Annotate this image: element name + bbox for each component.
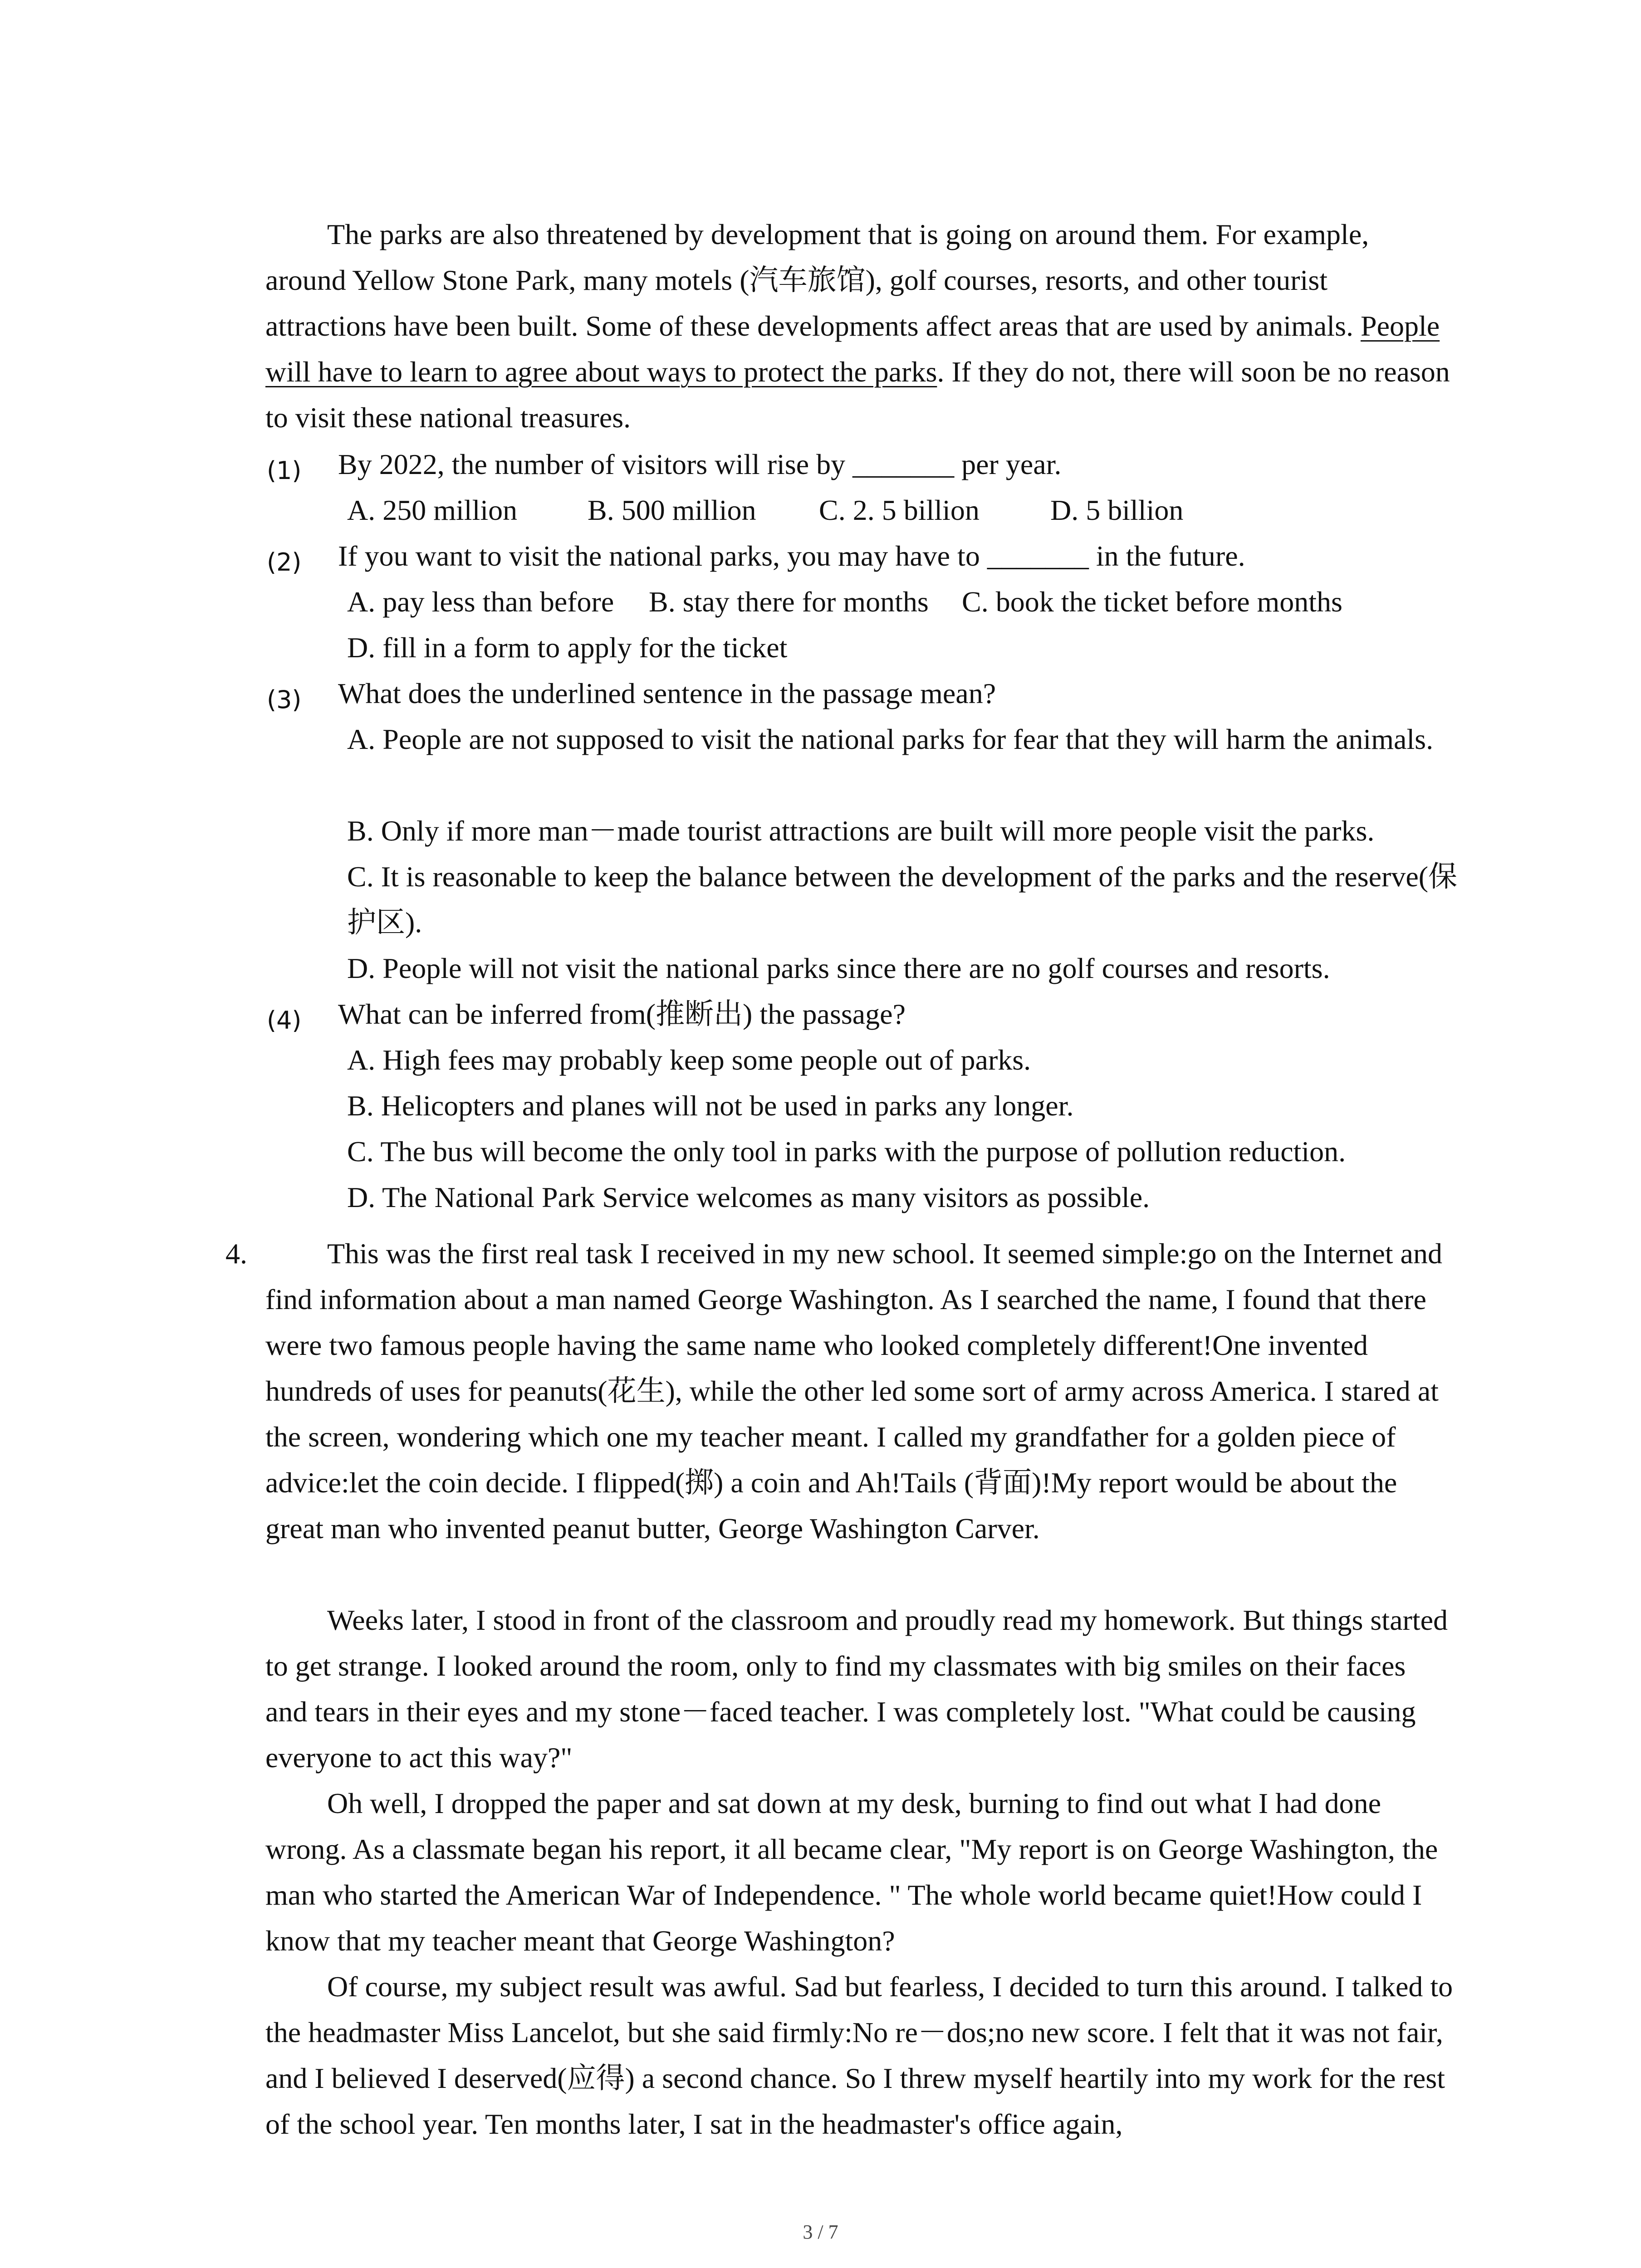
option-d: D. fill in a form to apply for the ticket <box>347 631 788 664</box>
item-number: 4. <box>225 1237 247 1270</box>
question-number: (1) <box>267 456 302 485</box>
paragraph-text: . If they do not, there will soon be no reason to visit these national treasures. <box>265 356 1450 434</box>
option-a: A. People are not supposed to visit the national parks for fear that they will harm the animals. <box>347 723 1434 755</box>
underlined-sentence: People will have to learn to agree about ways to protect the parks <box>265 310 1440 388</box>
question-text: If you want to visit the national parks, you may have to _______ in the future. <box>338 540 1245 572</box>
option-a: A. pay less than before <box>347 586 614 618</box>
question-text: What does the underlined sentence in the passage mean? <box>338 677 996 709</box>
option-b: B. 500 million <box>588 494 756 526</box>
question-number: (2) <box>267 548 302 577</box>
option-b: B. stay there for months <box>649 586 929 618</box>
passage-paragraph: This was the first real task I received in my new school. It seemed simple:go on the Internet and find information about a man named George Washington. As I searched the name, I found that there were two famous people having the same name who looked completely different!One invented hundreds of uses for peanuts(花生), while the other led some sort of army across America. I stared at the screen, wondering which one my teacher meant. I called my grandfather for a golden piece of advice:let the coin decide. I flipped(掷) a coin and Ah!Tails (背面)!My report would be about the great man who invented peanut butter, George Washington Carver. <box>265 1237 1442 1545</box>
option-b: B. Only if more man－made tourist attractions are built will more people visit the parks. <box>347 815 1375 847</box>
passage-paragraph: Weeks later, I stood in front of the classroom and proudly read my homework. But things started to get strange. I looked around the room, only to find my classmates with big smiles on their faces and tears in their eyes and my stone－faced teacher. I was completely lost. "What could be causing everyone to act this way?" <box>265 1604 1448 1774</box>
passage-paragraph: Of course, my subject result was awful. Sad but fearless, I decided to turn this around. I talked to the headmaster Miss Lancelot, but she said firmly:No re－dos;no new score. I felt that it was not fair, and I believed I deserved(应得) a second chance. So I threw myself heartily into my work for the rest of the school year. Ten months later, I sat in the headmaster's office again, <box>265 1970 1453 2140</box>
option-c: C. The bus will become the only tool in parks with the purpose of pollution reduction. <box>347 1135 1346 1168</box>
passage-paragraph <box>265 211 1454 440</box>
paragraph-text: The parks are also threatened by development that is going on around them. For example, around Yellow Stone Park, many motels (汽车旅馆), golf courses, resorts, and other tourist attractions have been built. Some of these developments affect areas that are used by animals. <box>265 218 1369 342</box>
question-number: (3) <box>267 685 302 714</box>
option-d: D. The National Park Service welcomes as many visitors as possible. <box>347 1181 1150 1213</box>
question-text: What can be inferred from(推断出) the passage? <box>338 998 906 1030</box>
question-text: By 2022, the number of visitors will rise by _______ per year. <box>338 448 1062 480</box>
option-b: B. Helicopters and planes will not be used in parks any longer. <box>347 1090 1074 1122</box>
option-c: C. It is reasonable to keep the balance between the development of the parks and the reserve(保护区). <box>347 860 1458 938</box>
option-c: C. 2. 5 billion <box>819 494 980 526</box>
option-a: A. 250 million <box>347 494 518 526</box>
passage-paragraph: Oh well, I dropped the paper and sat down at my desk, burning to find out what I had done wrong. As a classmate began his report, it all became clear, "My report is on George Washington, the man who started the American War of Independence. " The whole world became quiet!How could I know that my teacher meant that George Washington? <box>265 1787 1438 1957</box>
page-number: 3 / 7 <box>803 2221 838 2243</box>
option-d: D. People will not visit the national parks since there are no golf courses and resorts. <box>347 952 1330 984</box>
option-c: C. book the ticket before months <box>962 586 1342 618</box>
option-d: D. 5 billion <box>1050 494 1184 526</box>
option-a: A. High fees may probably keep some people out of parks. <box>347 1044 1031 1076</box>
question-number: (4) <box>267 1006 302 1035</box>
